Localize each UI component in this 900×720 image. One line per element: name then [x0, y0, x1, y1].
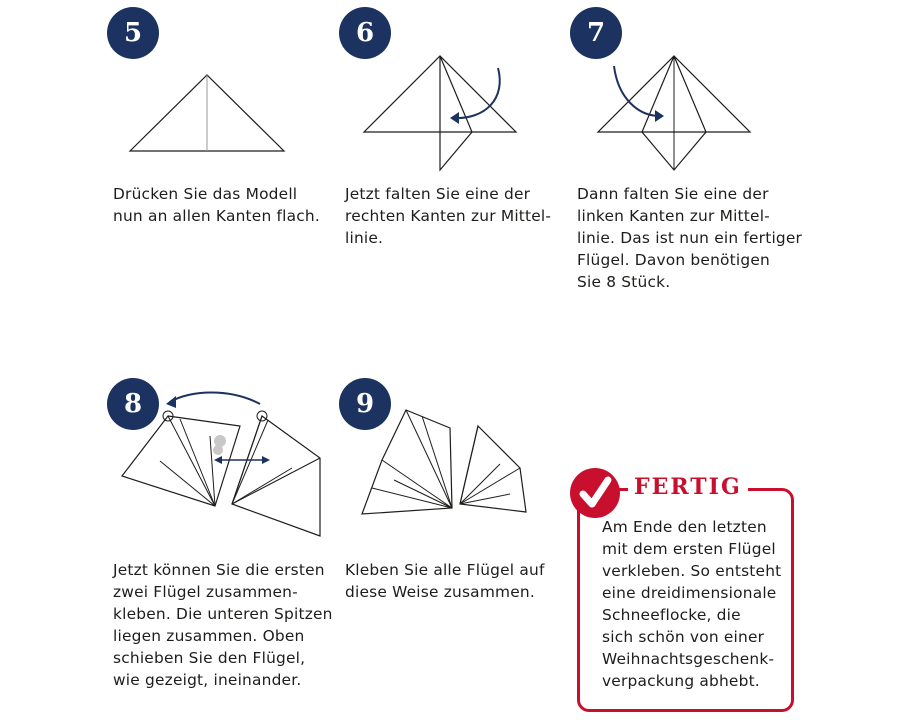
- step-6-badge: [339, 7, 391, 59]
- checkmark-icon: [570, 468, 620, 518]
- step-7-number: 7: [586, 18, 606, 48]
- glue-dot-icon: [213, 435, 226, 455]
- step-7-text: Dann falten Sie eine der linken Kanten zur Mittel- linie. Das ist nun ein fertiger Flügel. Davon benötigen Sie 8 Stück.: [577, 185, 803, 291]
- step-9-text: Kleben Sie alle Flügel auf diese Weise zusammen.: [345, 561, 545, 601]
- step-5-text: Drücken Sie das Modell nun an allen Kanten flach.: [113, 185, 320, 225]
- step-6-text: Jetzt falten Sie eine der rechten Kanten zur Mittel- linie.: [345, 185, 552, 247]
- step-5-number: 5: [123, 18, 143, 48]
- fertig-label: FERTIG: [628, 474, 748, 500]
- step-5-diagram: [128, 72, 288, 156]
- step-5-badge: [107, 7, 159, 59]
- step-6-diagram: [362, 54, 522, 174]
- step-6-number: 6: [355, 18, 375, 48]
- step-8-number: 8: [123, 389, 143, 419]
- step-7-diagram: [596, 54, 756, 174]
- step-8-text: Jetzt können Sie die ersten zwei Flügel zusammen- kleben. Die unteren Spitzen liegen zusammen. Oben schieben Sie den Flügel, wie gezeigt, ineinander.: [113, 561, 333, 689]
- step-9-number: 9: [355, 389, 375, 419]
- fertig-text: Am Ende den letzten mit dem ersten Flügel verkleben. So entsteht eine dreidimensionale Schneeflocke, die sich schön von einer Weihnachtsgeschenk- verpackung abhebt.: [602, 518, 782, 690]
- checkmark-badge: [570, 468, 620, 518]
- step-9-diagram: [360, 408, 540, 536]
- step-7-badge: [570, 7, 622, 59]
- step-8-diagram: [120, 386, 330, 538]
